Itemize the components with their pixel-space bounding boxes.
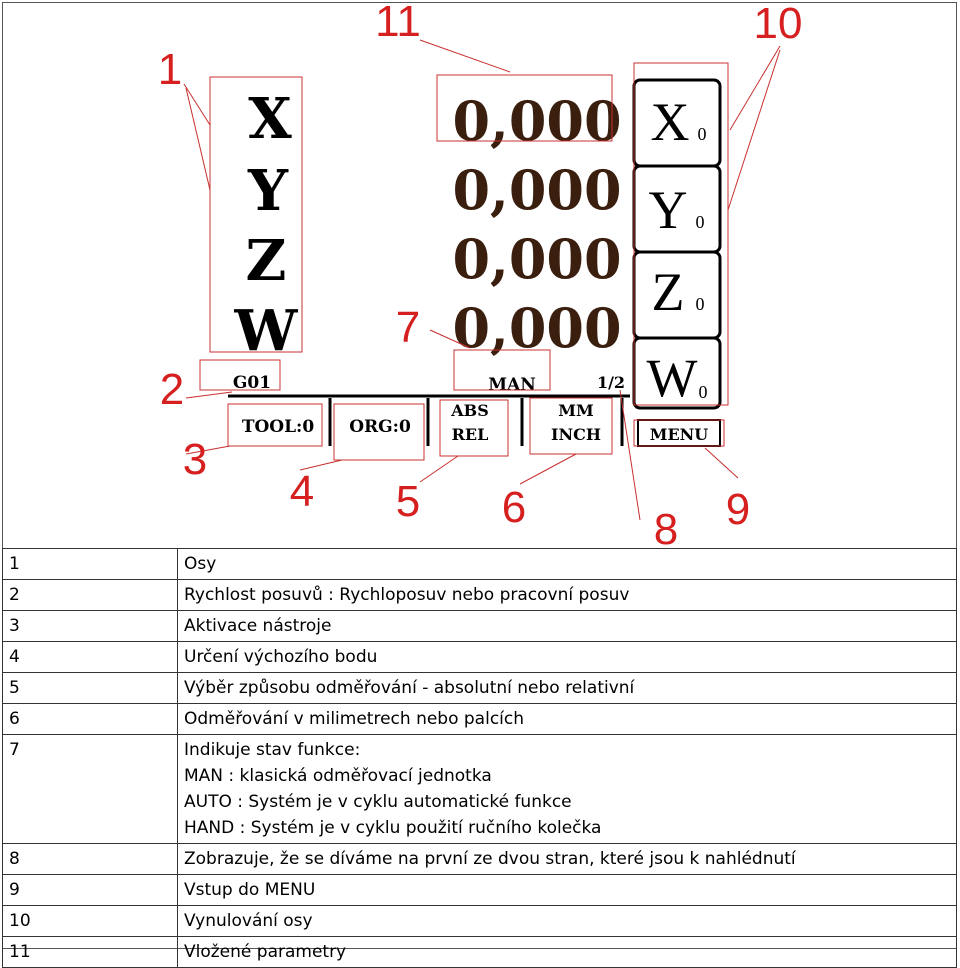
legend-description-line: Indikuje stav funkce: — [184, 740, 361, 760]
legend-number: 9 — [3, 875, 178, 906]
legend-row — [3, 673, 957, 704]
feed-mode-indicator: G01 — [232, 373, 272, 393]
legend-description-line: AUTO : Systém je v cyklu automatické funkce — [184, 792, 572, 812]
legend-description-line: Rychlost posuvů : Rychloposuv nebo pracovní posuv — [184, 585, 630, 605]
axis-label-w: W — [234, 298, 298, 364]
legend-description-line: Osy — [184, 554, 217, 574]
legend-number: 8 — [3, 844, 178, 875]
abs-label: ABS — [451, 401, 489, 420]
legend-description — [178, 580, 957, 611]
legend-number: 2 — [3, 580, 178, 611]
legend-row — [3, 704, 957, 735]
legend-description-line: Výběr způsobu odměřování - absolutní nebo relativní — [184, 678, 635, 698]
axis-value-y: 0,000 — [452, 158, 622, 222]
zero-y-label: Y — [648, 180, 688, 240]
legend-description — [178, 549, 957, 580]
legend-row — [3, 844, 957, 875]
legend-row — [3, 875, 957, 906]
legend-row — [3, 611, 957, 642]
legend-description — [178, 735, 957, 844]
legend-row — [3, 906, 957, 937]
legend-description — [178, 937, 957, 968]
legend-row — [3, 642, 957, 673]
callout-7: 7 — [395, 303, 421, 352]
menu-button-label: MENU — [649, 425, 709, 444]
legend-description — [178, 875, 957, 906]
legend-description-line: Vložené parametry — [184, 942, 347, 962]
legend-description-line: Určení výchozího bodu — [184, 647, 378, 667]
legend-description-line: Vstup do MENU — [184, 880, 316, 900]
legend-description — [178, 844, 957, 875]
zero-w-button[interactable] — [634, 338, 720, 408]
legend-description — [178, 611, 957, 642]
legend-number: 5 — [3, 673, 178, 704]
callout-11: 11 — [375, 0, 421, 46]
legend-description — [178, 906, 957, 937]
axis-label-z: Z — [245, 228, 287, 294]
legend-description — [178, 642, 957, 673]
zero-y-button[interactable] — [634, 166, 720, 252]
callout-4: 4 — [289, 467, 315, 516]
axis-value-w: 0,000 — [452, 296, 622, 360]
inch-label: INCH — [551, 425, 601, 444]
zero-w-label: W — [646, 348, 698, 408]
zero-x-label: X — [650, 92, 690, 152]
zero-z-button[interactable] — [634, 252, 720, 338]
callout-10: 10 — [753, 0, 803, 48]
callout-1: 1 — [157, 45, 183, 94]
legend-row — [3, 937, 957, 968]
legend-description — [178, 673, 957, 704]
legend-table — [2, 548, 957, 968]
legend-description-line: Zobrazuje, že se díváme na první ze dvou stran, které jsou k nahlédnutí — [184, 849, 796, 869]
callout-5: 5 — [395, 477, 421, 526]
legend-number: 6 — [3, 704, 178, 735]
legend-description-line: Aktivace nástroje — [184, 616, 332, 636]
legend-number: 3 — [3, 611, 178, 642]
zero-x-button[interactable] — [634, 80, 720, 166]
legend-description-line: MAN : klasická odměřovací jednotka — [184, 766, 492, 786]
tool-button-label: TOOL:0 — [241, 417, 315, 437]
callout-3: 3 — [182, 435, 208, 484]
legend-number: 11 — [3, 937, 178, 968]
legend-number: 1 — [3, 549, 178, 580]
legend-description-line: HAND : Systém je v cyklu použití ručního kolečka — [184, 818, 602, 838]
axis-label-y: Y — [248, 158, 288, 224]
menu-button[interactable] — [638, 420, 720, 446]
callout-8: 8 — [653, 505, 679, 548]
callout-6: 6 — [501, 483, 527, 532]
rel-label: REL — [451, 425, 489, 444]
zero-x-sub: 0 — [697, 124, 707, 144]
page-indicator: 1/2 — [596, 373, 626, 392]
zero-w-sub: 0 — [698, 382, 708, 402]
zero-z-sub: 0 — [695, 294, 705, 314]
axis-label-x: X — [248, 86, 292, 152]
org-button-label: ORG:0 — [349, 417, 411, 437]
callout-2: 2 — [159, 365, 185, 414]
legend-row — [3, 549, 957, 580]
legend-row — [3, 735, 957, 844]
legend-description-line: Vynulování osy — [184, 911, 313, 931]
mm-label: MM — [558, 401, 594, 420]
axis-value-x: 0,000 — [452, 89, 622, 153]
legend-description — [178, 704, 957, 735]
mm-inch-button[interactable] — [551, 398, 622, 446]
abs-rel-button[interactable] — [450, 398, 522, 446]
org-button[interactable] — [349, 398, 428, 446]
zero-z-label: Z — [651, 262, 685, 322]
zero-y-sub: 0 — [695, 212, 705, 232]
axis-value-z: 0,000 — [452, 227, 622, 291]
legend-number: 7 — [3, 735, 178, 844]
legend-description-line: Odměřování v milimetrech nebo palcích — [184, 709, 525, 729]
legend-row — [3, 580, 957, 611]
legend-number: 4 — [3, 642, 178, 673]
callout-9: 9 — [725, 485, 751, 534]
tool-button[interactable] — [242, 398, 330, 446]
legend-number: 10 — [3, 906, 178, 937]
function-state-indicator: MAN — [488, 375, 536, 395]
